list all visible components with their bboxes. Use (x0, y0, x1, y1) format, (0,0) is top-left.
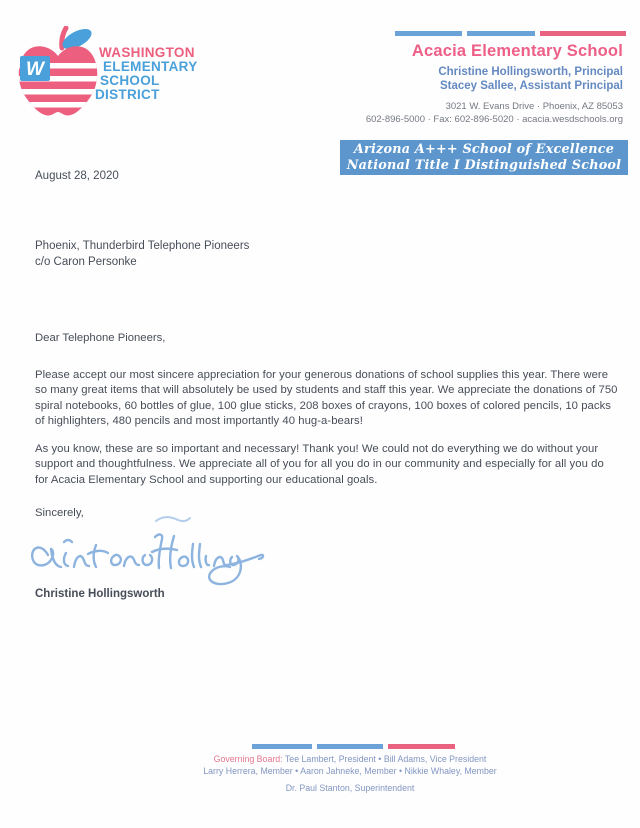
recipient-line-2: c/o Caron Personke (35, 256, 137, 268)
bar-segment-blue (317, 744, 383, 749)
logo-monogram: W (26, 59, 44, 80)
school-name: Acacia Elementary School (411, 42, 623, 60)
bar-segment-blue (395, 31, 462, 36)
board-officers: Tee Lambert, President • Bill Adams, Vice President (284, 754, 487, 764)
logo-line-district: DISTRICT (95, 87, 160, 102)
body-paragraph-2: As you know, these are so important and necessary! Thank you! We could not do everything we do without your support and thoughtfulness. We appreciate all of you for all you do in our community and especially for all you do for Acacia Elementary School and supporting our educational goals. (35, 443, 604, 486)
governing-board-block (120, 753, 580, 794)
school-address: 3021 W. Evans Drive · Phoenix, AZ 85053 (445, 101, 623, 112)
assistant-principal-line: Stacey Sallee, Assistant Principal (439, 80, 623, 92)
pen-mark (152, 510, 194, 528)
school-contact: 602-896-5000 · Fax: 602-896-5020 · acacia.wesdschools.org (365, 114, 623, 125)
district-logo-text (95, 46, 198, 102)
banner-line-2: National Title I Distinguished School (346, 157, 622, 173)
body-paragraph-1: Please accept our most sincere appreciation for your generous donations of school supplies this year. There were so many great items that will absolutely be used by students and staff this year. We appreciate the donations of 750 spiral notebooks, 60 bottles of glue, 100 glue sticks, 208 boxes of crayons, 100 boxes of colored pencils, 10 packs of highlighters, 480 pencils and most importantly 40 hug-a-bears! (35, 369, 618, 427)
excellence-banner (340, 140, 628, 175)
typed-signature-name: Christine Hollingsworth (35, 588, 165, 600)
recipient-block (35, 238, 249, 270)
apple-body (16, 38, 100, 126)
logo-line-washington: WASHINGTON (99, 45, 195, 60)
bar-segment-blue (467, 31, 535, 36)
logo-line-school: SCHOOL (100, 73, 160, 88)
logo-line-elementary: ELEMENTARY (103, 59, 198, 74)
apple-logo-icon (16, 26, 100, 126)
board-label: Governing Board: (213, 754, 283, 764)
recipient-line-1: Phoenix, Thunderbird Telephone Pioneers (35, 240, 250, 252)
principal-line: Christine Hollingsworth, Principal (438, 66, 623, 78)
footer-divider-bar (252, 744, 455, 749)
bar-segment-pink (540, 31, 626, 36)
letter-date: August 28, 2020 (35, 170, 119, 182)
salutation: Dear Telephone Pioneers, (35, 332, 166, 344)
bar-segment-blue (252, 744, 312, 749)
board-line-2: Larry Herrera, Member • Aaron Jahneke, Member • Nikkie Whaley, Member (203, 766, 497, 776)
signature-handwriting (28, 527, 268, 591)
closing: Sincerely, (35, 507, 84, 519)
header-divider-bar (395, 31, 626, 36)
bar-segment-pink (388, 744, 455, 749)
banner-line-1: Arizona A+++ School of Excellence (353, 141, 615, 157)
superintendent-line: Dr. Paul Stanton, Superintendent (285, 783, 415, 793)
school-header (330, 42, 627, 126)
board-line-1 (120, 753, 580, 765)
